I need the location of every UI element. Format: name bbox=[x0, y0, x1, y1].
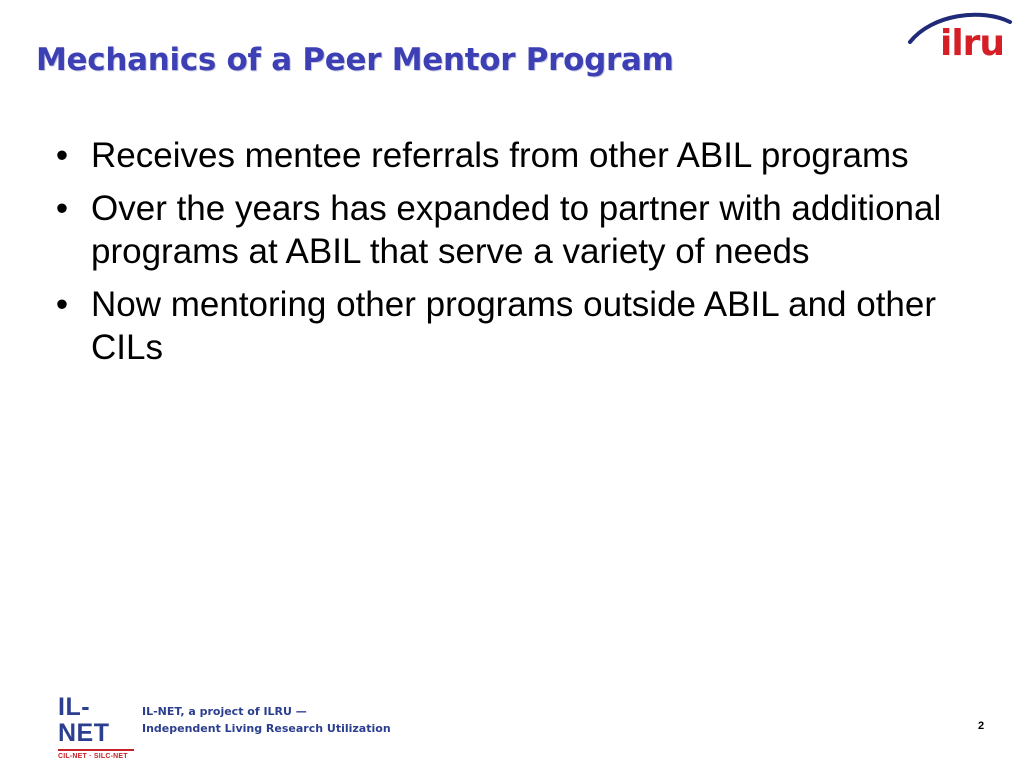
bullet-dot: • bbox=[55, 189, 69, 228]
bullet-list bbox=[52, 134, 1012, 379]
footer-line-2: Independent Living Research Utilization bbox=[142, 722, 391, 735]
list-item bbox=[52, 134, 1012, 177]
ilru-logo bbox=[904, 6, 1016, 70]
bullet-text: Now mentoring other programs outside ABIL and other CILs bbox=[91, 285, 937, 367]
il-net-logo-subtext: CIL-NET · SILC-NET bbox=[58, 753, 128, 760]
bullet-dot: • bbox=[55, 285, 69, 324]
ilru-logo-text: ilru bbox=[940, 23, 1005, 64]
list-item bbox=[52, 187, 1012, 273]
slide-number: 2 bbox=[978, 720, 985, 732]
bullet-dot: • bbox=[55, 136, 69, 175]
footer-line-1: IL-NET, a project of ILRU — bbox=[142, 705, 307, 718]
list-item bbox=[52, 283, 1012, 369]
bullet-text: Over the years has expanded to partner with additional programs at ABIL that serve a variety of needs bbox=[91, 189, 942, 271]
slide-title: Mechanics of a Peer Mentor Program bbox=[36, 42, 674, 78]
il-net-logo bbox=[58, 693, 140, 760]
il-net-logo-text: IL-NET bbox=[58, 693, 110, 747]
bullet-text: Receives mentee referrals from other ABIL programs bbox=[91, 136, 909, 175]
footer-credit bbox=[142, 703, 391, 737]
logo-divider bbox=[58, 749, 134, 751]
